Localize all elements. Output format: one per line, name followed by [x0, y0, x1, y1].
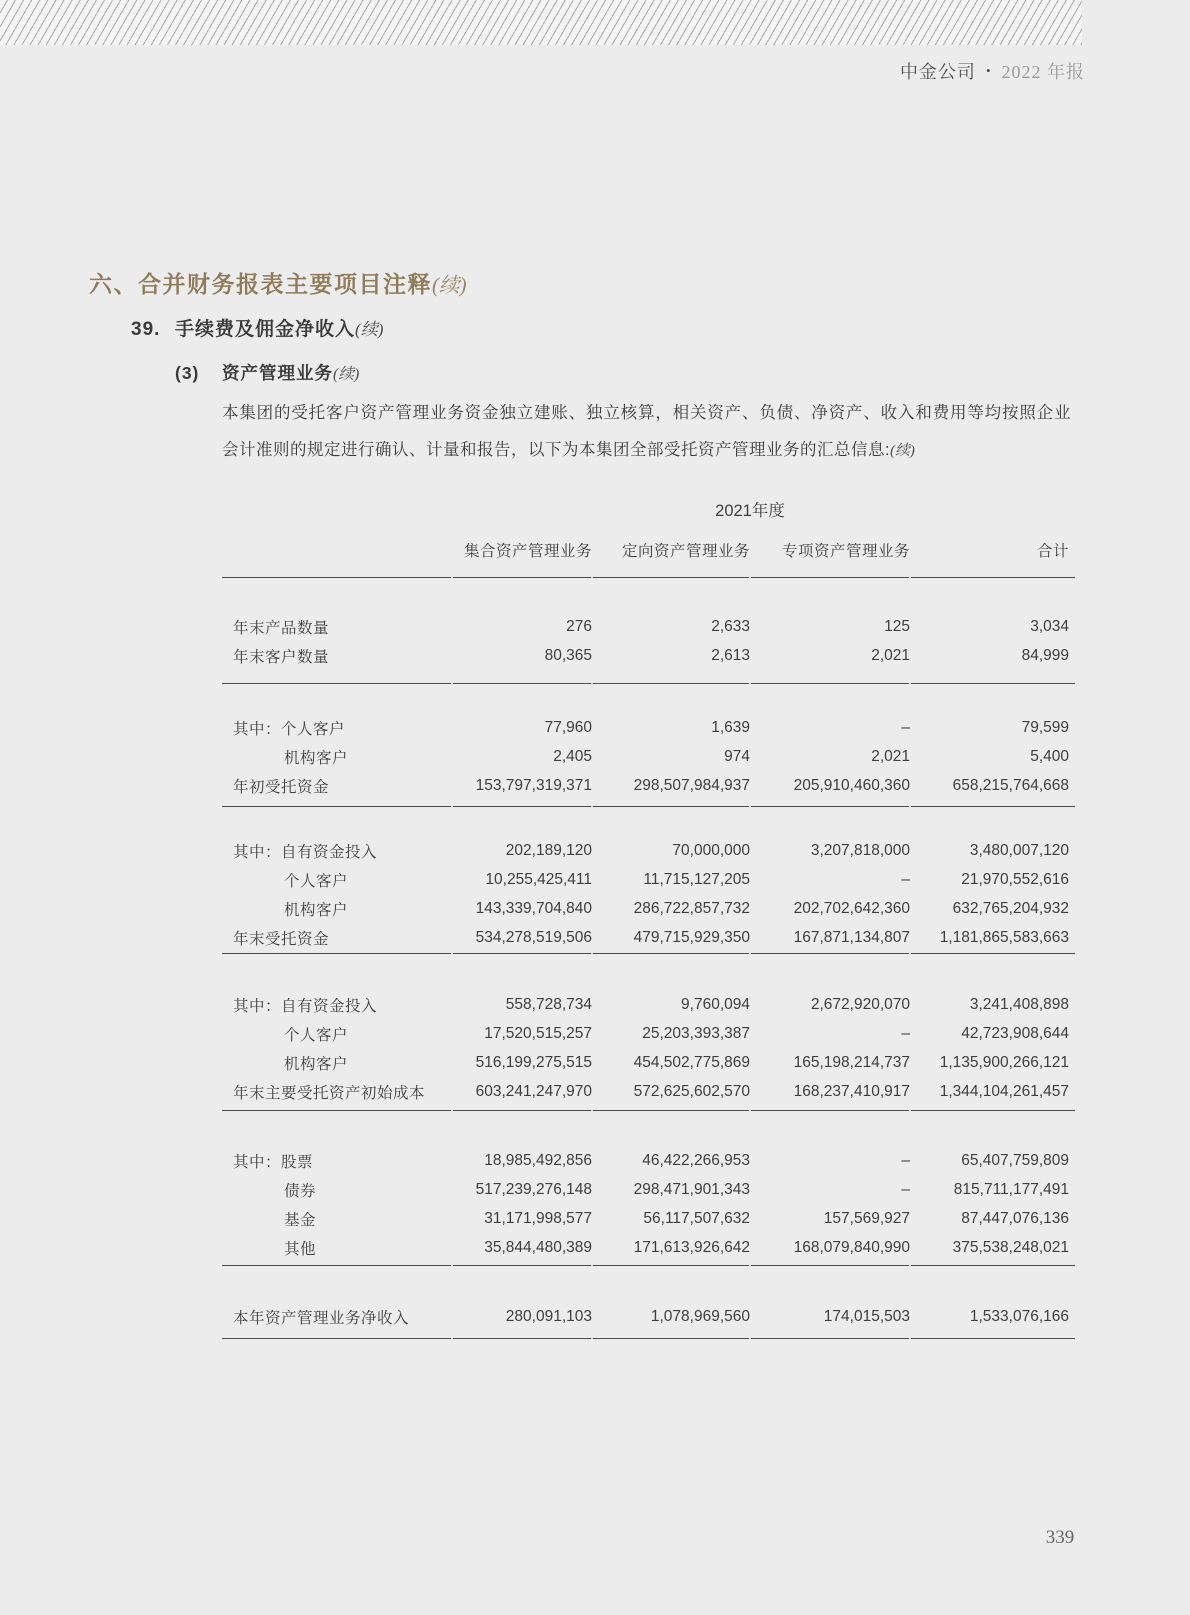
- table-rule-segment: [911, 683, 1075, 684]
- table-row: [222, 771, 1075, 800]
- row-value: 2,613: [711, 646, 750, 664]
- table-rule: [222, 577, 1075, 578]
- row-value: 1,181,865,583,663: [939, 928, 1069, 946]
- row-value: –: [901, 1024, 910, 1042]
- row-value: 157,569,927: [823, 1209, 910, 1227]
- row-value: 125: [884, 617, 910, 635]
- row-value: 3,207,818,000: [810, 841, 910, 859]
- table-body: [222, 577, 1075, 1339]
- table-rule-segment: [222, 577, 451, 578]
- table-spacer: [222, 670, 1075, 683]
- row-value: 17,520,515,257: [484, 1024, 592, 1042]
- row-value: 168,237,410,917: [793, 1082, 910, 1100]
- row-value: 174,015,503: [823, 1307, 910, 1325]
- section-heading-text: 六、合并财务报表主要项目注释: [89, 271, 432, 297]
- table-spacer: [222, 954, 1075, 990]
- row-value: 2,633: [711, 617, 750, 635]
- row-value: 87,447,076,136: [961, 1209, 1069, 1227]
- table-row: [222, 742, 1075, 771]
- table-rule-segment: [911, 1338, 1075, 1339]
- table-rule-segment: [453, 683, 591, 684]
- row-value: 286,722,857,732: [633, 899, 750, 917]
- row-value: 202,702,642,360: [793, 899, 910, 917]
- table-rule-segment: [751, 806, 909, 807]
- page-number: 339: [1045, 1527, 1075, 1548]
- table-rule-segment: [751, 577, 909, 578]
- row-value: 2,021: [871, 747, 910, 765]
- table-spacer: [222, 684, 1075, 713]
- table-spacer: [222, 807, 1075, 836]
- table-rule: [222, 1338, 1075, 1339]
- row-label: 年末客户数量: [233, 648, 330, 666]
- row-value: 9,760,094: [681, 995, 750, 1013]
- table-rule-segment: [453, 953, 591, 954]
- row-value: 205,910,460,360: [793, 776, 910, 794]
- table-row: [222, 713, 1075, 742]
- subsection-number: (3): [175, 363, 200, 383]
- table-row: [222, 865, 1075, 894]
- table-rule-segment: [911, 953, 1075, 954]
- table-rule-segment: [911, 806, 1075, 807]
- table-rule-segment: [593, 1338, 749, 1339]
- row-value: 25,203,393,387: [642, 1024, 750, 1042]
- column-header: 定向资产管理业务: [621, 543, 750, 560]
- table-row: [222, 1146, 1075, 1175]
- subsection-heading: [175, 360, 359, 385]
- table-row: [222, 923, 1075, 952]
- table-row: [222, 990, 1075, 1019]
- row-value: 79,599: [1021, 718, 1069, 736]
- row-label: 年初受托资金: [233, 778, 330, 796]
- table-row: [222, 1233, 1075, 1262]
- row-value: 298,471,901,343: [633, 1180, 750, 1198]
- row-value: 18,985,492,856: [484, 1151, 592, 1169]
- subsection-heading-continued: (续): [333, 366, 360, 383]
- table-rule-segment: [751, 1110, 909, 1111]
- masthead: [900, 58, 1085, 84]
- row-label: 机构客户: [284, 749, 349, 767]
- table-row: [222, 1048, 1075, 1077]
- row-value: 276: [566, 617, 592, 635]
- header-rule-spacer: [222, 562, 1075, 577]
- row-value: 3,034: [1030, 617, 1069, 635]
- table-rule: [222, 683, 1075, 684]
- row-value: 1,533,076,166: [969, 1307, 1069, 1325]
- table-period-caption: 2021年度: [715, 502, 785, 520]
- row-label: 年末受托资金: [233, 930, 330, 948]
- row-value: 632,765,204,932: [952, 899, 1069, 917]
- row-value: –: [901, 1151, 910, 1169]
- row-value: 558,728,734: [505, 995, 592, 1013]
- body-paragraph-text: 本集团的受托客户资产管理业务资金独立建账、独立核算，相关资产、负债、净资产、收入和费用等均按照企业会计准则的规定进行确认、计量和报告，以下为本集团全部受托资产管理业务的汇总信息:: [222, 404, 1071, 459]
- row-value: 1,639: [711, 718, 750, 736]
- row-value: 171,613,926,642: [633, 1238, 750, 1256]
- table-spacer: [222, 1111, 1075, 1146]
- table-rule-segment: [593, 1265, 749, 1266]
- table-rule: [222, 1265, 1075, 1266]
- row-label: 机构客户: [284, 901, 349, 919]
- row-value: 534,278,519,506: [475, 928, 592, 946]
- table-row: [222, 1302, 1075, 1331]
- table-header-row: [222, 538, 1075, 562]
- table-rule-segment: [222, 953, 451, 954]
- table-rule-segment: [751, 953, 909, 954]
- column-header: 专项资产管理业务: [781, 543, 910, 560]
- row-value: 153,797,319,371: [475, 776, 592, 794]
- row-value: 21,970,552,616: [961, 870, 1069, 888]
- row-label: 基金: [284, 1211, 317, 1229]
- table-rule-segment: [222, 1110, 451, 1111]
- table-row: [222, 1077, 1075, 1106]
- table-rule-segment: [453, 577, 591, 578]
- row-label: 债券: [284, 1182, 317, 1200]
- table-rule-segment: [911, 1265, 1075, 1266]
- row-label: 个人客户: [284, 872, 349, 890]
- row-value: –: [901, 1180, 910, 1198]
- row-label: 其中：个人客户: [233, 720, 346, 738]
- table-rule-segment: [751, 1338, 909, 1339]
- note-heading: [131, 314, 384, 341]
- table-rule-segment: [911, 577, 1075, 578]
- row-value: 65,407,759,809: [961, 1151, 1069, 1169]
- body-paragraph: [222, 395, 1071, 470]
- row-value: 167,871,134,807: [793, 928, 910, 946]
- masthead-bullet-icon: •: [985, 63, 992, 78]
- row-label: 其他: [284, 1240, 317, 1258]
- row-value: 2,672,920,070: [810, 995, 910, 1013]
- row-label: 其中：自有资金投入: [233, 843, 378, 861]
- masthead-brand: 中金公司: [899, 62, 976, 82]
- table-rule-segment: [593, 806, 749, 807]
- table-rule-segment: [751, 1265, 909, 1266]
- row-value: 202,189,120: [505, 841, 592, 859]
- hatch-band-decoration: [0, 0, 1082, 45]
- table-rule-segment: [453, 806, 591, 807]
- row-value: 280,091,103: [505, 1307, 592, 1325]
- row-value: 572,625,602,570: [633, 1082, 750, 1100]
- row-value: 517,239,276,148: [475, 1180, 592, 1198]
- row-value: 1,078,969,560: [650, 1307, 750, 1325]
- row-value: 35,844,480,389: [484, 1238, 592, 1256]
- row-value: 454,502,775,869: [633, 1053, 750, 1071]
- row-value: –: [901, 718, 910, 736]
- table-rule-segment: [222, 806, 451, 807]
- subsection-heading-text: 资产管理业务: [222, 363, 333, 383]
- table-spacer: [222, 1331, 1075, 1338]
- table-row: [222, 612, 1075, 641]
- row-value: 2,021: [871, 646, 910, 664]
- table-rule-segment: [453, 1338, 591, 1339]
- row-value: 10,255,425,411: [485, 870, 592, 888]
- row-value: 168,079,840,990: [793, 1238, 910, 1256]
- row-value: 479,715,929,350: [633, 928, 750, 946]
- table-rule-segment: [593, 1110, 749, 1111]
- table-rule-segment: [751, 683, 909, 684]
- row-value: 70,000,000: [672, 841, 750, 859]
- note-heading-continued: (续): [355, 320, 384, 339]
- row-value: 603,241,247,970: [475, 1082, 592, 1100]
- row-value: –: [901, 870, 910, 888]
- row-label: 年末产品数量: [233, 619, 330, 637]
- table-row: [222, 1019, 1075, 1048]
- row-label: 个人客户: [284, 1026, 349, 1044]
- asset-management-table: [222, 538, 1075, 1339]
- row-value: 56,117,507,632: [643, 1209, 750, 1227]
- table-rule-segment: [453, 1265, 591, 1266]
- row-value: 3,241,408,898: [969, 995, 1069, 1013]
- table-rule-segment: [593, 683, 749, 684]
- table-rule-segment: [222, 1338, 451, 1339]
- row-value: 974: [724, 747, 750, 765]
- row-value: 516,199,275,515: [475, 1053, 592, 1071]
- row-value: 80,365: [544, 646, 592, 664]
- section-heading-continued: (续): [432, 275, 467, 297]
- table-row: [222, 836, 1075, 865]
- row-value: 1,344,104,261,457: [939, 1082, 1069, 1100]
- row-value: 658,215,764,668: [952, 776, 1069, 794]
- table-rule: [222, 806, 1075, 807]
- table-row: [222, 641, 1075, 670]
- table-rule-segment: [911, 1110, 1075, 1111]
- table-rule-segment: [453, 1110, 591, 1111]
- table-spacer: [222, 578, 1075, 612]
- row-value: 298,507,984,937: [633, 776, 750, 794]
- table-row: [222, 894, 1075, 923]
- row-value: 1,135,900,266,121: [939, 1053, 1069, 1071]
- table-spacer: [222, 1266, 1075, 1302]
- row-label: 其中：自有资金投入: [233, 997, 378, 1015]
- table-row: [222, 1204, 1075, 1233]
- masthead-edition: 2022 年报: [1001, 62, 1085, 82]
- row-value: 11,715,127,205: [643, 870, 750, 888]
- body-paragraph-continued: (续): [890, 443, 915, 459]
- row-value: 815,711,177,491: [953, 1180, 1069, 1198]
- row-value: 3,480,007,120: [969, 841, 1069, 859]
- note-heading-text: 手续费及佣金净收入: [175, 319, 356, 340]
- row-value: 5,400: [1030, 747, 1069, 765]
- row-label: 其中：股票: [233, 1153, 314, 1171]
- table-rule-segment: [222, 683, 451, 684]
- column-header: 集合资产管理业务: [463, 543, 592, 560]
- table-rule-segment: [593, 953, 749, 954]
- row-value: 77,960: [544, 718, 592, 736]
- section-heading: [89, 266, 466, 299]
- row-label: 年末主要受托资产初始成本: [233, 1084, 426, 1102]
- row-value: 84,999: [1021, 646, 1069, 664]
- row-value: 31,171,998,577: [484, 1209, 592, 1227]
- note-number: 39.: [131, 319, 161, 340]
- table-rule-segment: [222, 1265, 451, 1266]
- row-label: 机构客户: [284, 1055, 349, 1073]
- table-row: [222, 1175, 1075, 1204]
- row-value: 165,198,214,737: [793, 1053, 910, 1071]
- row-value: 375,538,248,021: [952, 1238, 1069, 1256]
- table-rule: [222, 953, 1075, 954]
- row-value: 2,405: [553, 747, 592, 765]
- row-value: 42,723,908,644: [961, 1024, 1069, 1042]
- row-label: 本年资产管理业务净收入: [233, 1309, 410, 1327]
- table-rule: [222, 1110, 1075, 1111]
- row-value: 46,422,266,953: [642, 1151, 750, 1169]
- table-rule-segment: [593, 577, 749, 578]
- column-header: 合计: [1036, 543, 1069, 560]
- row-value: 143,339,704,840: [475, 899, 592, 917]
